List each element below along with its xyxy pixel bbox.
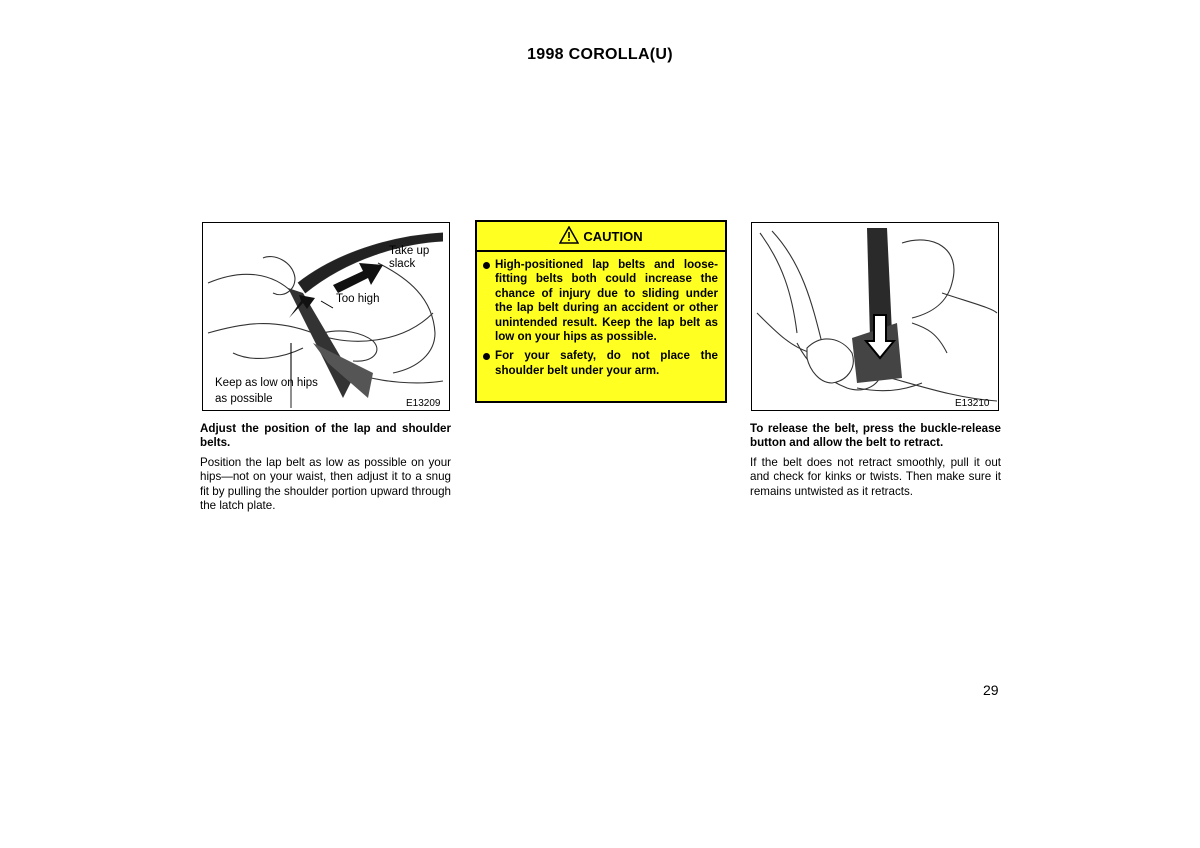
keep-low-label-2: as possible [215, 393, 273, 405]
belt-release-illustration [751, 222, 999, 411]
caution-item [483, 258, 718, 344]
warning-triangle-icon [559, 226, 579, 247]
figure-code: E13210 [955, 398, 990, 409]
figure-code: E13209 [406, 398, 441, 409]
caution-item [483, 349, 718, 378]
section-heading: To release the belt, press the buckle-release button and allow the belt to retract. [750, 422, 1001, 450]
take-up-label: Take up [389, 245, 430, 257]
page-title: 1998 COROLLA(U) [527, 46, 673, 63]
page-number: 29 [983, 682, 999, 698]
section-body: Position the lap belt as low as possible on your hips—not on your waist, then adjust it to a snug fit by pulling the shoulder portion upward through the latch plate. [200, 455, 451, 513]
keep-low-label-1: Keep as low on hips [215, 377, 318, 389]
section-heading: Adjust the position of the lap and shoulder belts. [200, 422, 451, 450]
caution-header [477, 222, 725, 252]
caution-title: CAUTION [583, 228, 643, 244]
buckle-release-drawing [752, 223, 998, 410]
section-body: If the belt does not retract smoothly, pull it out and check for kinks or twists. Then make sure it remains untwisted as it retracts. [750, 455, 1001, 498]
caution-item-text: For your safety, do not place the shoulder belt under your arm. [495, 349, 718, 377]
caution-box [475, 220, 727, 403]
bullet-icon [483, 353, 490, 360]
right-text-column [750, 422, 1001, 499]
slack-label: slack [389, 258, 416, 270]
caution-item-text: High-positioned lap belts and loose-fitting belts both could increase the chance of injury due to sliding under the lap belt during an accident or other unintended result. Keep the lap belt as low on your hips as possible. [495, 258, 718, 344]
bullet-icon [483, 262, 490, 269]
lap-belt-adjust-illustration [202, 222, 450, 411]
too-high-label: Too high [336, 293, 380, 305]
left-text-column [200, 422, 451, 513]
